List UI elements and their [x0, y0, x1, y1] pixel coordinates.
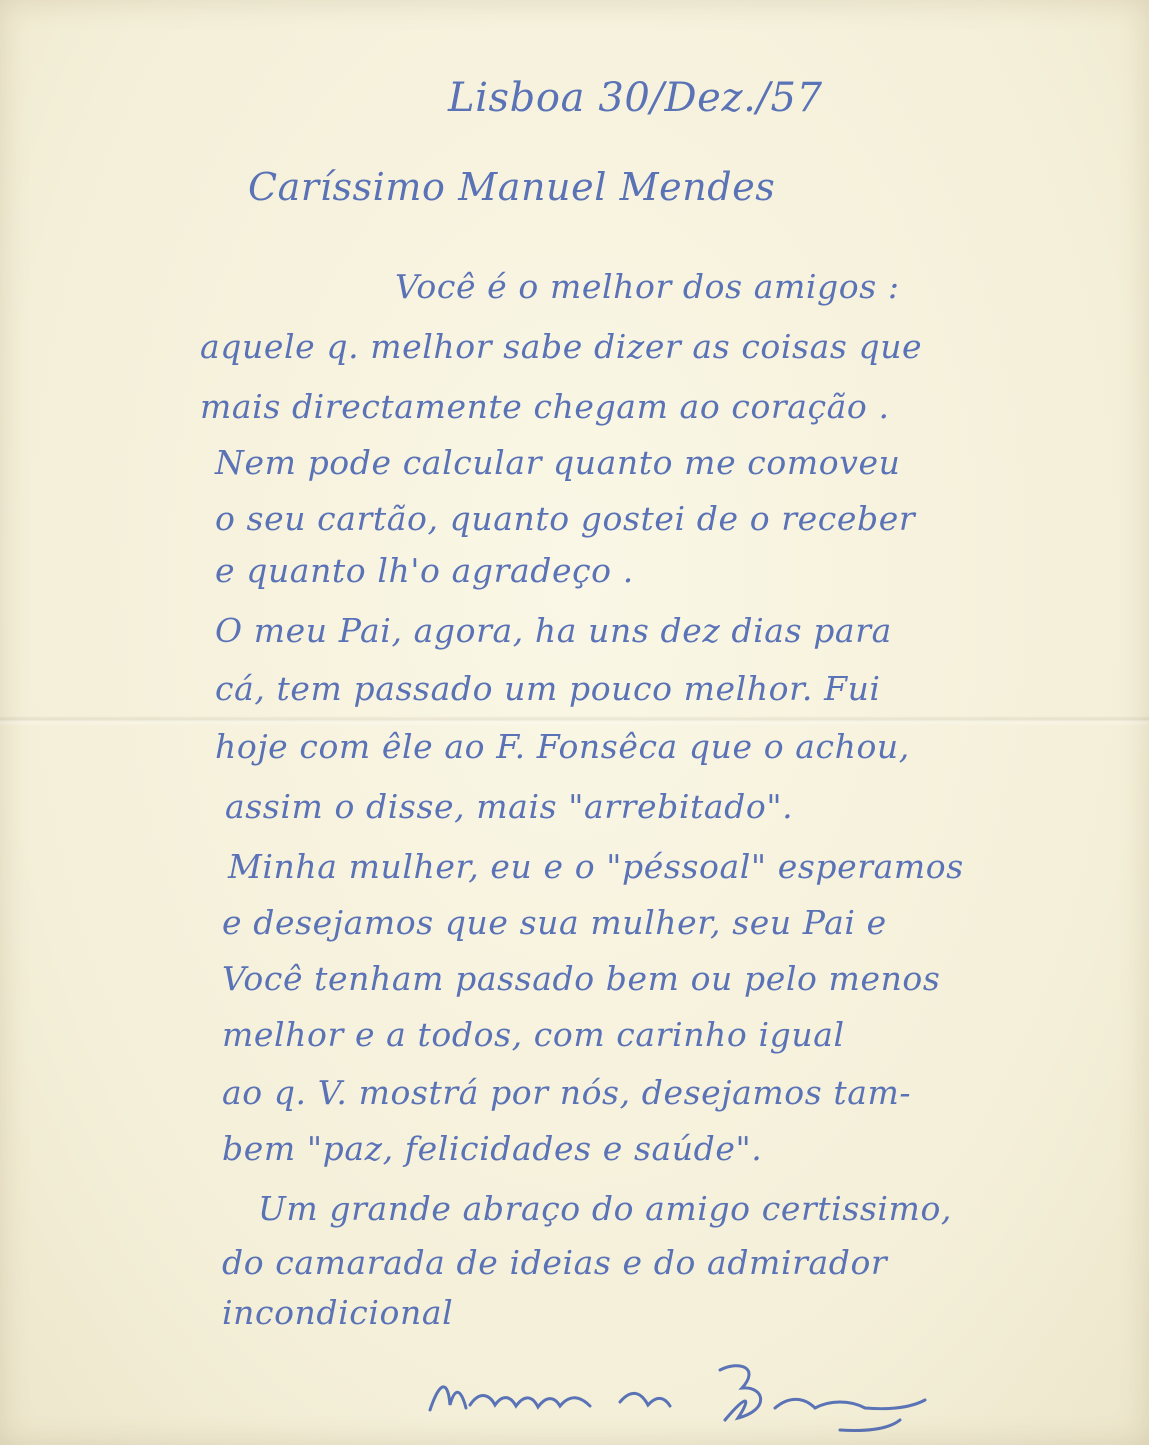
letter-line: o seu cartão, quanto gostei de o receber: [215, 499, 916, 538]
letter-line: Você é o melhor dos amigos :: [395, 267, 900, 306]
letter-line: cá, tem passado um pouco melhor. Fui: [215, 669, 881, 708]
letter-line: Você tenham passado bem ou pelo menos: [222, 959, 941, 998]
letter-line: mais directamente chegam ao coração .: [200, 387, 890, 426]
letter-line: Nem pode calcular quanto me comoveu: [215, 443, 901, 482]
letter-line: bem "paz, felicidades e saúde".: [222, 1129, 763, 1168]
letter-line: aquele q. melhor sabe dizer as coisas que: [200, 327, 923, 366]
letter-line: e desejamos que sua mulher, seu Pai e: [222, 903, 887, 942]
letter-line: e quanto lh'o agradeço .: [215, 551, 634, 590]
letter-salutation: Caríssimo Manuel Mendes: [248, 165, 776, 209]
letter-line: Minha mulher, eu e o "péssoal" esperamos: [228, 847, 964, 886]
letter-line: ao q. V. mostrá por nós, desejamos tam-: [222, 1073, 912, 1112]
letter-date: Lisboa 30/Dez./57: [448, 75, 823, 121]
letter-line: incondicional: [222, 1293, 454, 1332]
letter-line: Um grande abraço do amigo certissimo,: [258, 1189, 953, 1228]
letter-line: hoje com êle ao F. Fonsêca que o achou,: [215, 727, 910, 766]
letter-line: melhor e a todos, com carinho igual: [222, 1015, 845, 1054]
signature-scrawl-icon: [420, 1350, 940, 1440]
signature: [420, 1350, 940, 1440]
letter-line: O meu Pai, agora, ha uns dez dias para: [215, 611, 892, 650]
letter-line: assim o disse, mais "arrebitado".: [225, 787, 794, 826]
letter-line: do camarada de ideias e do admirador: [222, 1243, 888, 1282]
